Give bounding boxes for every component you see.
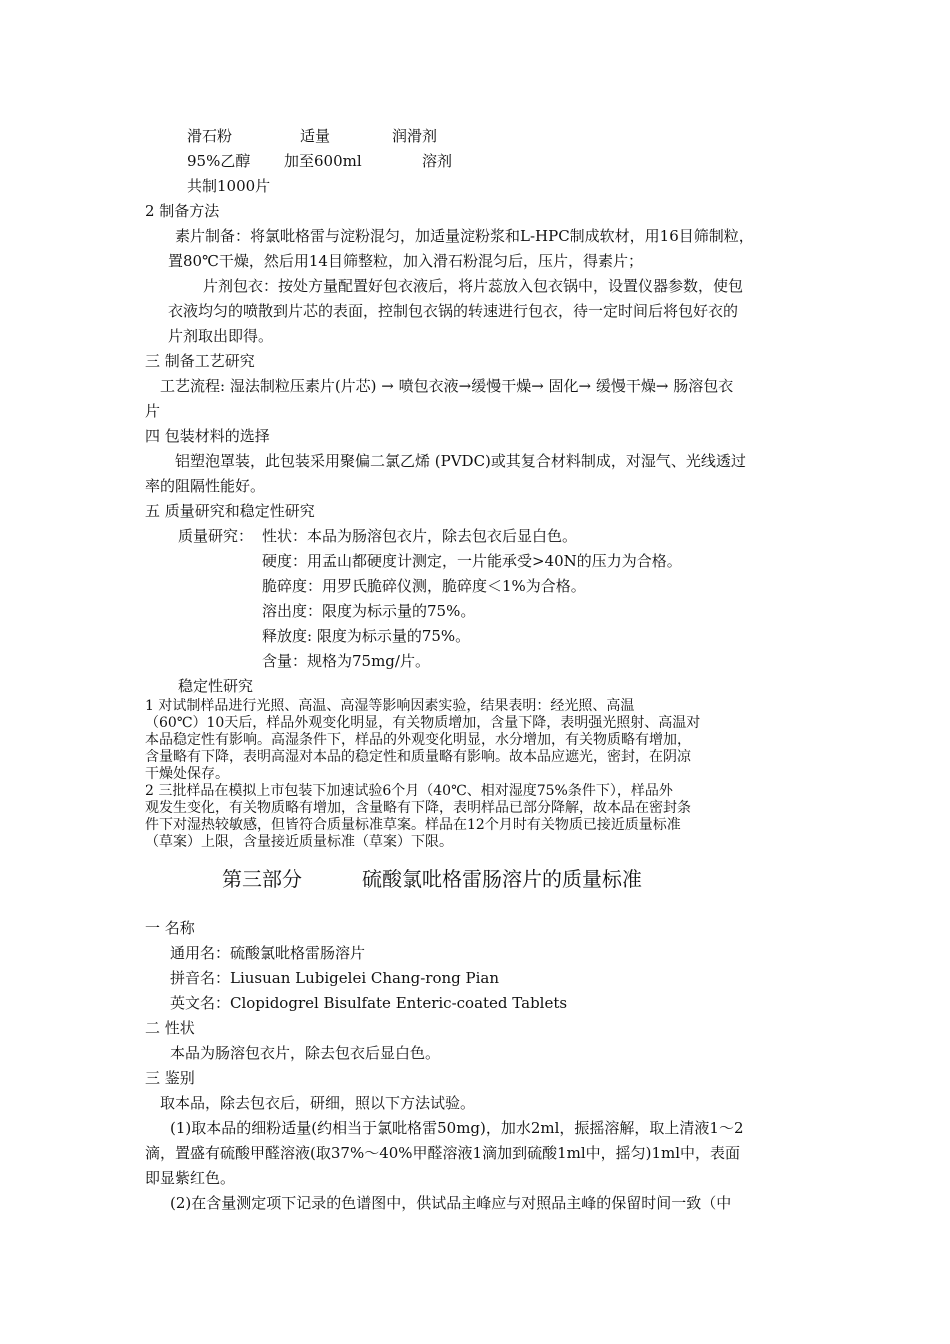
quality-label: 质量研究： (178, 527, 254, 545)
formula-total: 共制1000片 (187, 177, 271, 195)
talc-name: 滑石粉 (187, 127, 233, 145)
part-label: 第三部分 (222, 867, 302, 891)
talc-role: 润滑剂 (392, 127, 438, 145)
stability-paragraph-line: 观发生变化，有关物质略有增加，含量略有下降，表明样品已部分降解，故本品在密封条 (145, 800, 691, 816)
stability-paragraph-line: （60℃）10天后，样品外观变化明显，有关物质增加，含量下降，表明强光照射、高温对 (145, 715, 701, 731)
test-1-line: (1)取本品的细粉适量(约相当于氯吡格雷50mg)，加水2ml，振摇溶解，取上清液1～2 (170, 1119, 744, 1137)
ethanol-role: 溶剂 (422, 152, 453, 170)
quality-item: 释放度: 限度为标示量的75%。 (262, 627, 471, 645)
prep-core-line: 置80℃干燥，然后用14目筛整粒，加入滑石粉混匀后，压片，得素片； (168, 252, 643, 270)
quality-item: 含量：规格为75mg/片。 (262, 652, 430, 670)
test-1-line: 滴，置盛有硫酸甲醛溶液(取37%～40%甲醛溶液1滴加到硫酸1ml中，摇匀)1ml中，表面 (145, 1144, 741, 1162)
character-heading: 二 性状 (145, 1019, 195, 1037)
quality-item: 性状：本品为肠溶包衣片，除去包衣后显白色。 (262, 527, 578, 545)
packaging-line: 铝塑泡罩装，此包装采用聚偏二氯乙烯 (PVDC)或其复合材料制成，对湿气、光线透过 (175, 452, 746, 470)
prep-coat-line: 片剂包衣：按处方量配置好包衣液后，将片蕊放入包衣锅中，设置仪器参数，使包 (203, 277, 744, 295)
stability-paragraph-line: 本品稳定性有影响。高湿条件下，样品的外观变化明显，水分增加，有关物质略有增加， (145, 732, 691, 748)
ethanol-name: 95%乙醇 (187, 152, 251, 170)
stability-paragraph-line: 件下对湿热较敏感，但皆符合质量标准草案。样品在12个月时有关物质已接近质量标准 (145, 817, 681, 833)
prep-heading: 2 制备方法 (145, 202, 220, 220)
character-text: 本品为肠溶包衣片，除去包衣后显白色。 (170, 1044, 441, 1062)
prep-core-line: 素片制备：将氯吡格雷与淀粉混匀，加适量淀粉浆和L-HPC制成软材，用16目筛制粒， (175, 227, 754, 245)
process-flow: 工艺流程: 湿法制粒压素片(片芯) → 喷包衣液→缓慢干燥→ 固化→ 缓慢干燥→ 肠溶包衣 (160, 377, 734, 395)
common-name: 通用名：硫酸氯吡格雷肠溶片 (170, 944, 366, 962)
test-1-line: 即显紫红色。 (145, 1169, 236, 1187)
page-title: 硫酸氯吡格雷肠溶片的质量标准 (362, 867, 642, 891)
pinyin-name: 拼音名：Liusuan Lubigelei Chang-rong Pian (170, 969, 500, 987)
test-2-line: (2)在含量测定项下记录的色谱图中，供试品主峰应与对照品主峰的保留时间一致（中 (170, 1194, 732, 1212)
identification-heading: 三 鉴别 (145, 1069, 195, 1087)
stability-paragraph-line: 2 三批样品在模拟上市包装下加速试验6个月（40℃、相对湿度75%条件下），样品外 (145, 783, 673, 799)
talc-amount: 适量 (300, 127, 331, 145)
packaging-heading: 四 包装材料的选择 (145, 427, 270, 445)
name-heading: 一 名称 (145, 919, 195, 937)
identification-intro: 取本品，除去包衣后，研细，照以下方法试验。 (160, 1094, 476, 1112)
prep-coat-line: 片剂取出即得。 (168, 327, 274, 345)
process-flow-cont: 片 (145, 402, 161, 420)
stability-label: 稳定性研究 (178, 677, 254, 695)
ethanol-amount: 加至600ml (284, 152, 362, 170)
english-name: 英文名：Clopidogrel Bisulfate Enteric-coated Tablets (170, 994, 568, 1012)
stability-paragraph-line: 干燥处保存。 (145, 766, 229, 782)
prep-coat-line: 衣液均匀的喷散到片芯的表面，控制包衣锅的转速进行包衣，待一定时间后将包好衣的 (168, 302, 739, 320)
process-heading: 三 制备工艺研究 (145, 352, 255, 370)
quality-item: 脆碎度：用罗氏脆碎仪测，脆碎度＜1%为合格。 (262, 577, 586, 595)
stability-paragraph-line: 含量略有下降，表明高湿对本品的稳定性和质量略有影响。故本品应遮光，密封，在阴凉 (145, 749, 691, 765)
quality-heading: 五 质量研究和稳定性研究 (145, 502, 315, 520)
stability-paragraph-line: （草案）上限，含量接近质量标准（草案）下限。 (145, 834, 453, 850)
quality-item: 溶出度：限度为标示量的75%。 (262, 602, 476, 620)
stability-paragraph-line: 1 对试制样品进行光照、高温、高湿等影响因素实验，结果表明：经光照、高温 (145, 698, 635, 714)
packaging-line: 率的阻隔性能好。 (145, 477, 266, 495)
quality-item: 硬度：用孟山都硬度计测定，一片能承受>40N的压力为合格。 (262, 552, 682, 570)
